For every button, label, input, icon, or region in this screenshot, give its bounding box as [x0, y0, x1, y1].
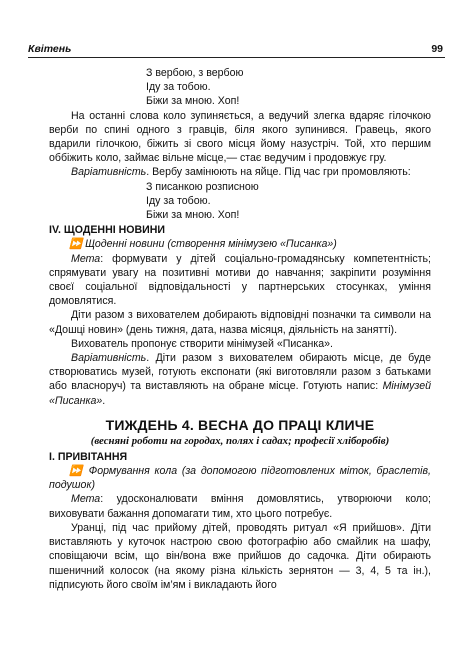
verse-line: Іду за тобою.	[146, 81, 211, 94]
variation-text: . Вербу замінюють на яйце. Під час гри промовляють:	[146, 166, 411, 179]
goal-label: Мета	[71, 493, 101, 506]
page-number: 99	[431, 43, 443, 55]
section-subtitle: ⏩ Щоденні новини (створення мінімузею «Писанка»)	[69, 238, 337, 251]
page-body	[49, 66, 431, 592]
section-heading-daily-news: IV. ЩОДЕННІ НОВИНИ	[49, 224, 166, 237]
verse-1	[146, 66, 431, 109]
goal-label: Мета	[71, 252, 101, 265]
section-heading-greeting: I. ПРИВІТАННЯ	[49, 450, 128, 463]
variation-end: .	[102, 394, 106, 407]
paragraph: Вихователь пропонує створити мінімузей «Писанка».	[71, 337, 333, 350]
header-title: Квітень	[28, 43, 72, 55]
verse-line: Біжи за мною. Хоп!	[146, 95, 240, 108]
variation-label: Варіативність	[71, 166, 147, 179]
museum-sign: Мінімузей «Писанка»	[49, 380, 431, 407]
goal-paragraph	[49, 492, 431, 520]
variation-2	[49, 351, 431, 408]
verse-line: Біжи за мною. Хоп!	[146, 209, 240, 222]
verse-line: Іду за тобою.	[146, 194, 211, 207]
variation-1	[49, 165, 431, 179]
week-subtitle: (весняні роботи на городах, полях і садах; професії хліборобів)	[90, 434, 390, 447]
section-subtitle: ⏩ Формування кола (за допомогою підготовлених міток, браслетів, подушок)	[49, 465, 431, 492]
verse-line: З вербою, з вербою	[146, 67, 244, 79]
goal-text: : удосконалювати вміння домовлятись, утворюючи коло; виховувати бажання допомагати тим, хто цього потребує.	[49, 493, 431, 520]
game-description: На останні слова коло зупиняється, а ведучий злегка вдаряє гілочкою верби по спині одного з гравців, біля якого зупинився. Гравець, якого вдарили гілочкою, біжить зі свого місця йому назустріч. Той, хто першим оббіжить коло, займає вільне місце,— стає ведучим і продовжує гру.	[49, 109, 431, 165]
verse-line: З писанкою розписною	[146, 180, 259, 193]
paragraph: Уранці, під час прийому дітей, проводять ритуал «Я прийшов». Діти виставляють у куточок настрою свою фотографію або смайлик на шафу, сповіщаючи всім, що він/вона вже прийшов до садочка. Діти обирають пшеничний колосок (на якому різна кількість зернятон — 3, 4, 5 та ін.), підписують його своїм ім’ям і викладають його	[49, 521, 431, 591]
variation-text: . Діти разом з вихователем обирають місце, де буде створюватись музей, готують експонати (які виготовляли разом з батьками або власноруч) та виставляють на обране місце. Готують напис:	[49, 352, 431, 393]
running-header	[28, 43, 445, 58]
goal-text: : формувати у дітей соціально-громадянську компетентність; спрямувати увагу на позитивні мотиви до навчання; закріпити розуміння своєї соціальної відповідальності у партнерських стосунках, уміння домовлятися.	[49, 252, 431, 308]
paragraph: Діти разом з вихователем добирають відповідні позначки та символи на «Дошці новин» (день тижня, дата, назва місяця, діяльність на занятті).	[49, 309, 431, 336]
goal-paragraph	[49, 252, 431, 309]
week-title: ТИЖДЕНЬ 4. ВЕСНА ДО ПРАЦІ КЛИЧЕ	[105, 416, 375, 433]
verse-2	[146, 180, 431, 223]
variation-label: Варіативність	[71, 352, 147, 365]
